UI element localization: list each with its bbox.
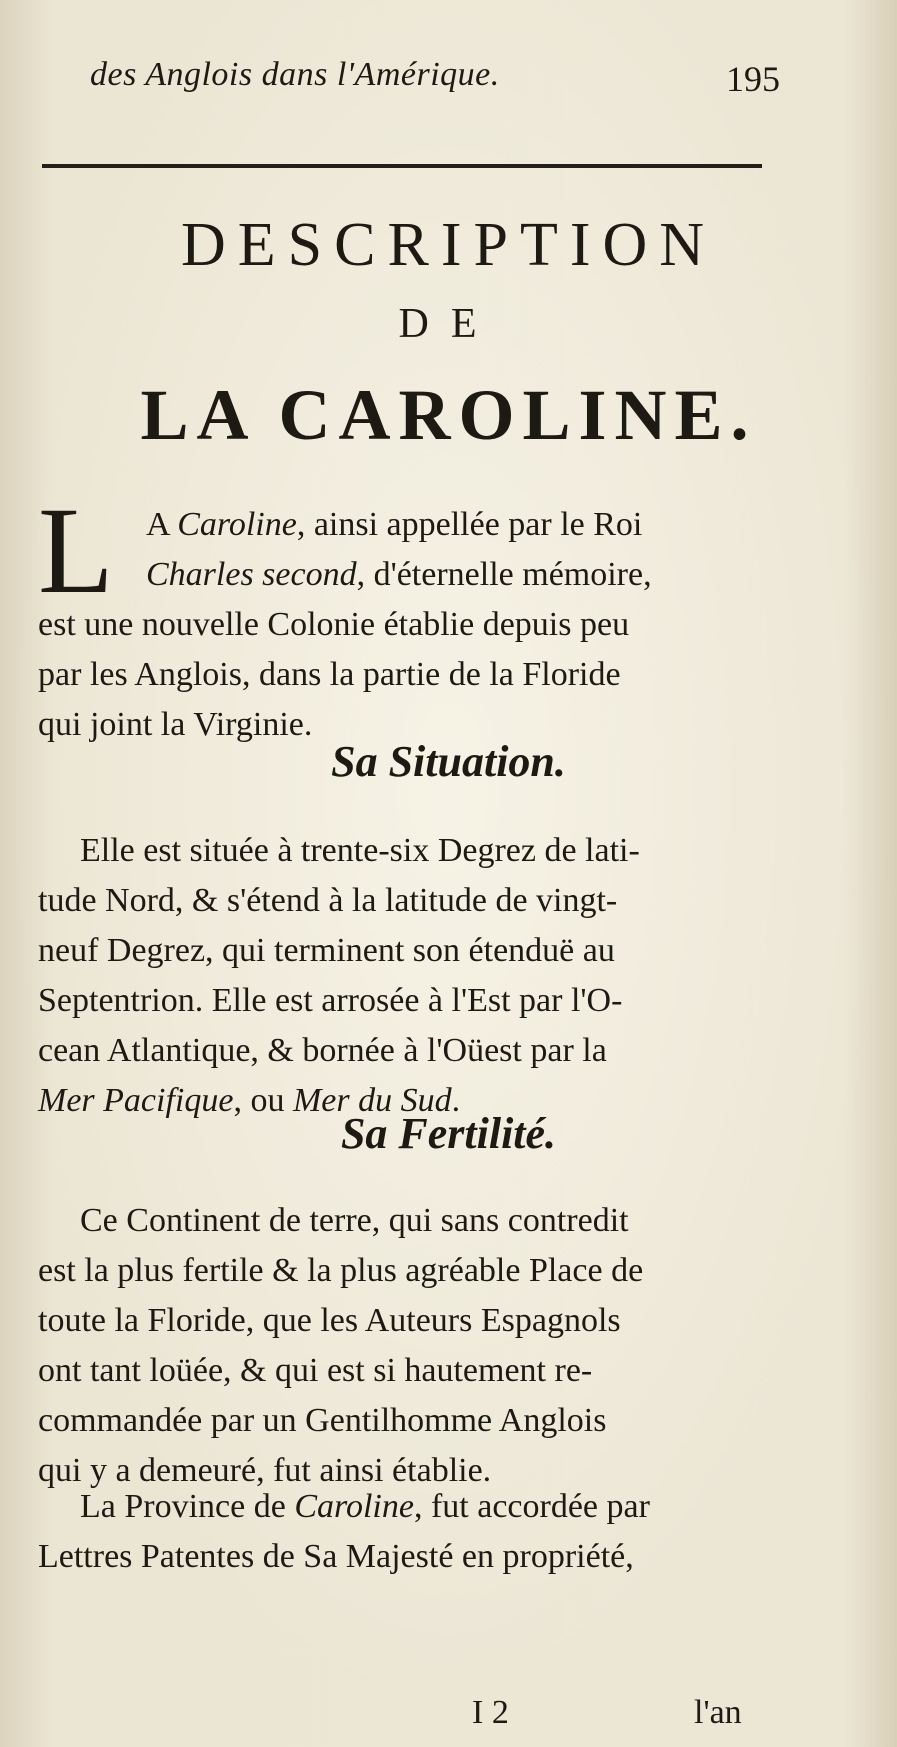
text-line: qui y a demeuré, fut ainsi établie. [38,1452,492,1489]
fertilite-paragraph [38,1196,780,1496]
text-line: par les Anglois, dans la partie de la Floride [38,656,621,693]
text-run-italic: Charles second [146,556,357,593]
signature-mark: I 2 [472,1694,509,1731]
text-run: La Province de [80,1488,295,1525]
text-line [38,500,780,550]
text-run: A [146,506,178,543]
text-line: Septentrion. Elle est arrosée à l'Est par l'O- [38,982,623,1019]
situation-paragraph [38,826,780,1126]
text-run-italic: Mer du Sud [292,1082,452,1119]
text-run: , d'éternelle mémoire, [356,556,652,593]
text-line: toute la Floride, que les Auteurs Espagnols [38,1302,621,1339]
text-line: Lettres Patentes de Sa Majesté en propriété, [38,1538,634,1575]
section-heading-fertilite: Sa Fertilité. [340,1109,557,1158]
running-head: des Anglois dans l'Amérique. [90,56,500,93]
text-line: commandée par un Gentilhomme Anglois [38,1402,607,1439]
page-footer [0,1694,897,1740]
text-line [38,550,780,600]
header-rule [42,164,762,168]
text-line: est la plus fertile & la plus agréable Place de [38,1252,644,1289]
text-run: . [451,1082,461,1119]
text-line: tude Nord, & s'étend à la latitude de vingt- [38,882,618,919]
province-paragraph [38,1482,780,1582]
text-line: Elle est située à trente-six Degrez de lati- [80,832,640,869]
text-line: ont tant loüée, & qui est si hautement re- [38,1352,593,1389]
section-heading-situation: Sa Situation. [331,737,566,786]
text-line [38,1482,780,1532]
text-run: , ainsi appellée par le Roi [296,506,643,543]
text-run-italic: Caroline [177,506,297,543]
text-run-italic: Caroline [294,1488,414,1525]
intro-paragraph [38,500,780,750]
text-run-italic: Mer Pacifique [38,1082,234,1119]
text-line: qui joint la Virginie. [38,706,313,743]
text-line: est une nouvelle Colonie établie depuis peu [38,606,630,643]
title-line-2: DE [398,301,499,347]
text-line: Ce Continent de terre, qui sans contredit [80,1202,629,1239]
text-line: cean Atlantique, & bornée à l'Oüest par la [38,1032,607,1069]
text-line: neuf Degrez, qui terminent son étenduë au [38,932,615,969]
page-header [90,56,790,106]
text-run: , ou [233,1082,293,1119]
title-line-3: LA CAROLINE. [140,375,757,455]
title-line-1: DESCRIPTION [180,211,717,279]
text-run: , fut accordée par [413,1488,650,1525]
drop-cap: L [38,482,114,619]
page-number: 195 [726,59,780,99]
catchword: l'an [694,1694,742,1731]
